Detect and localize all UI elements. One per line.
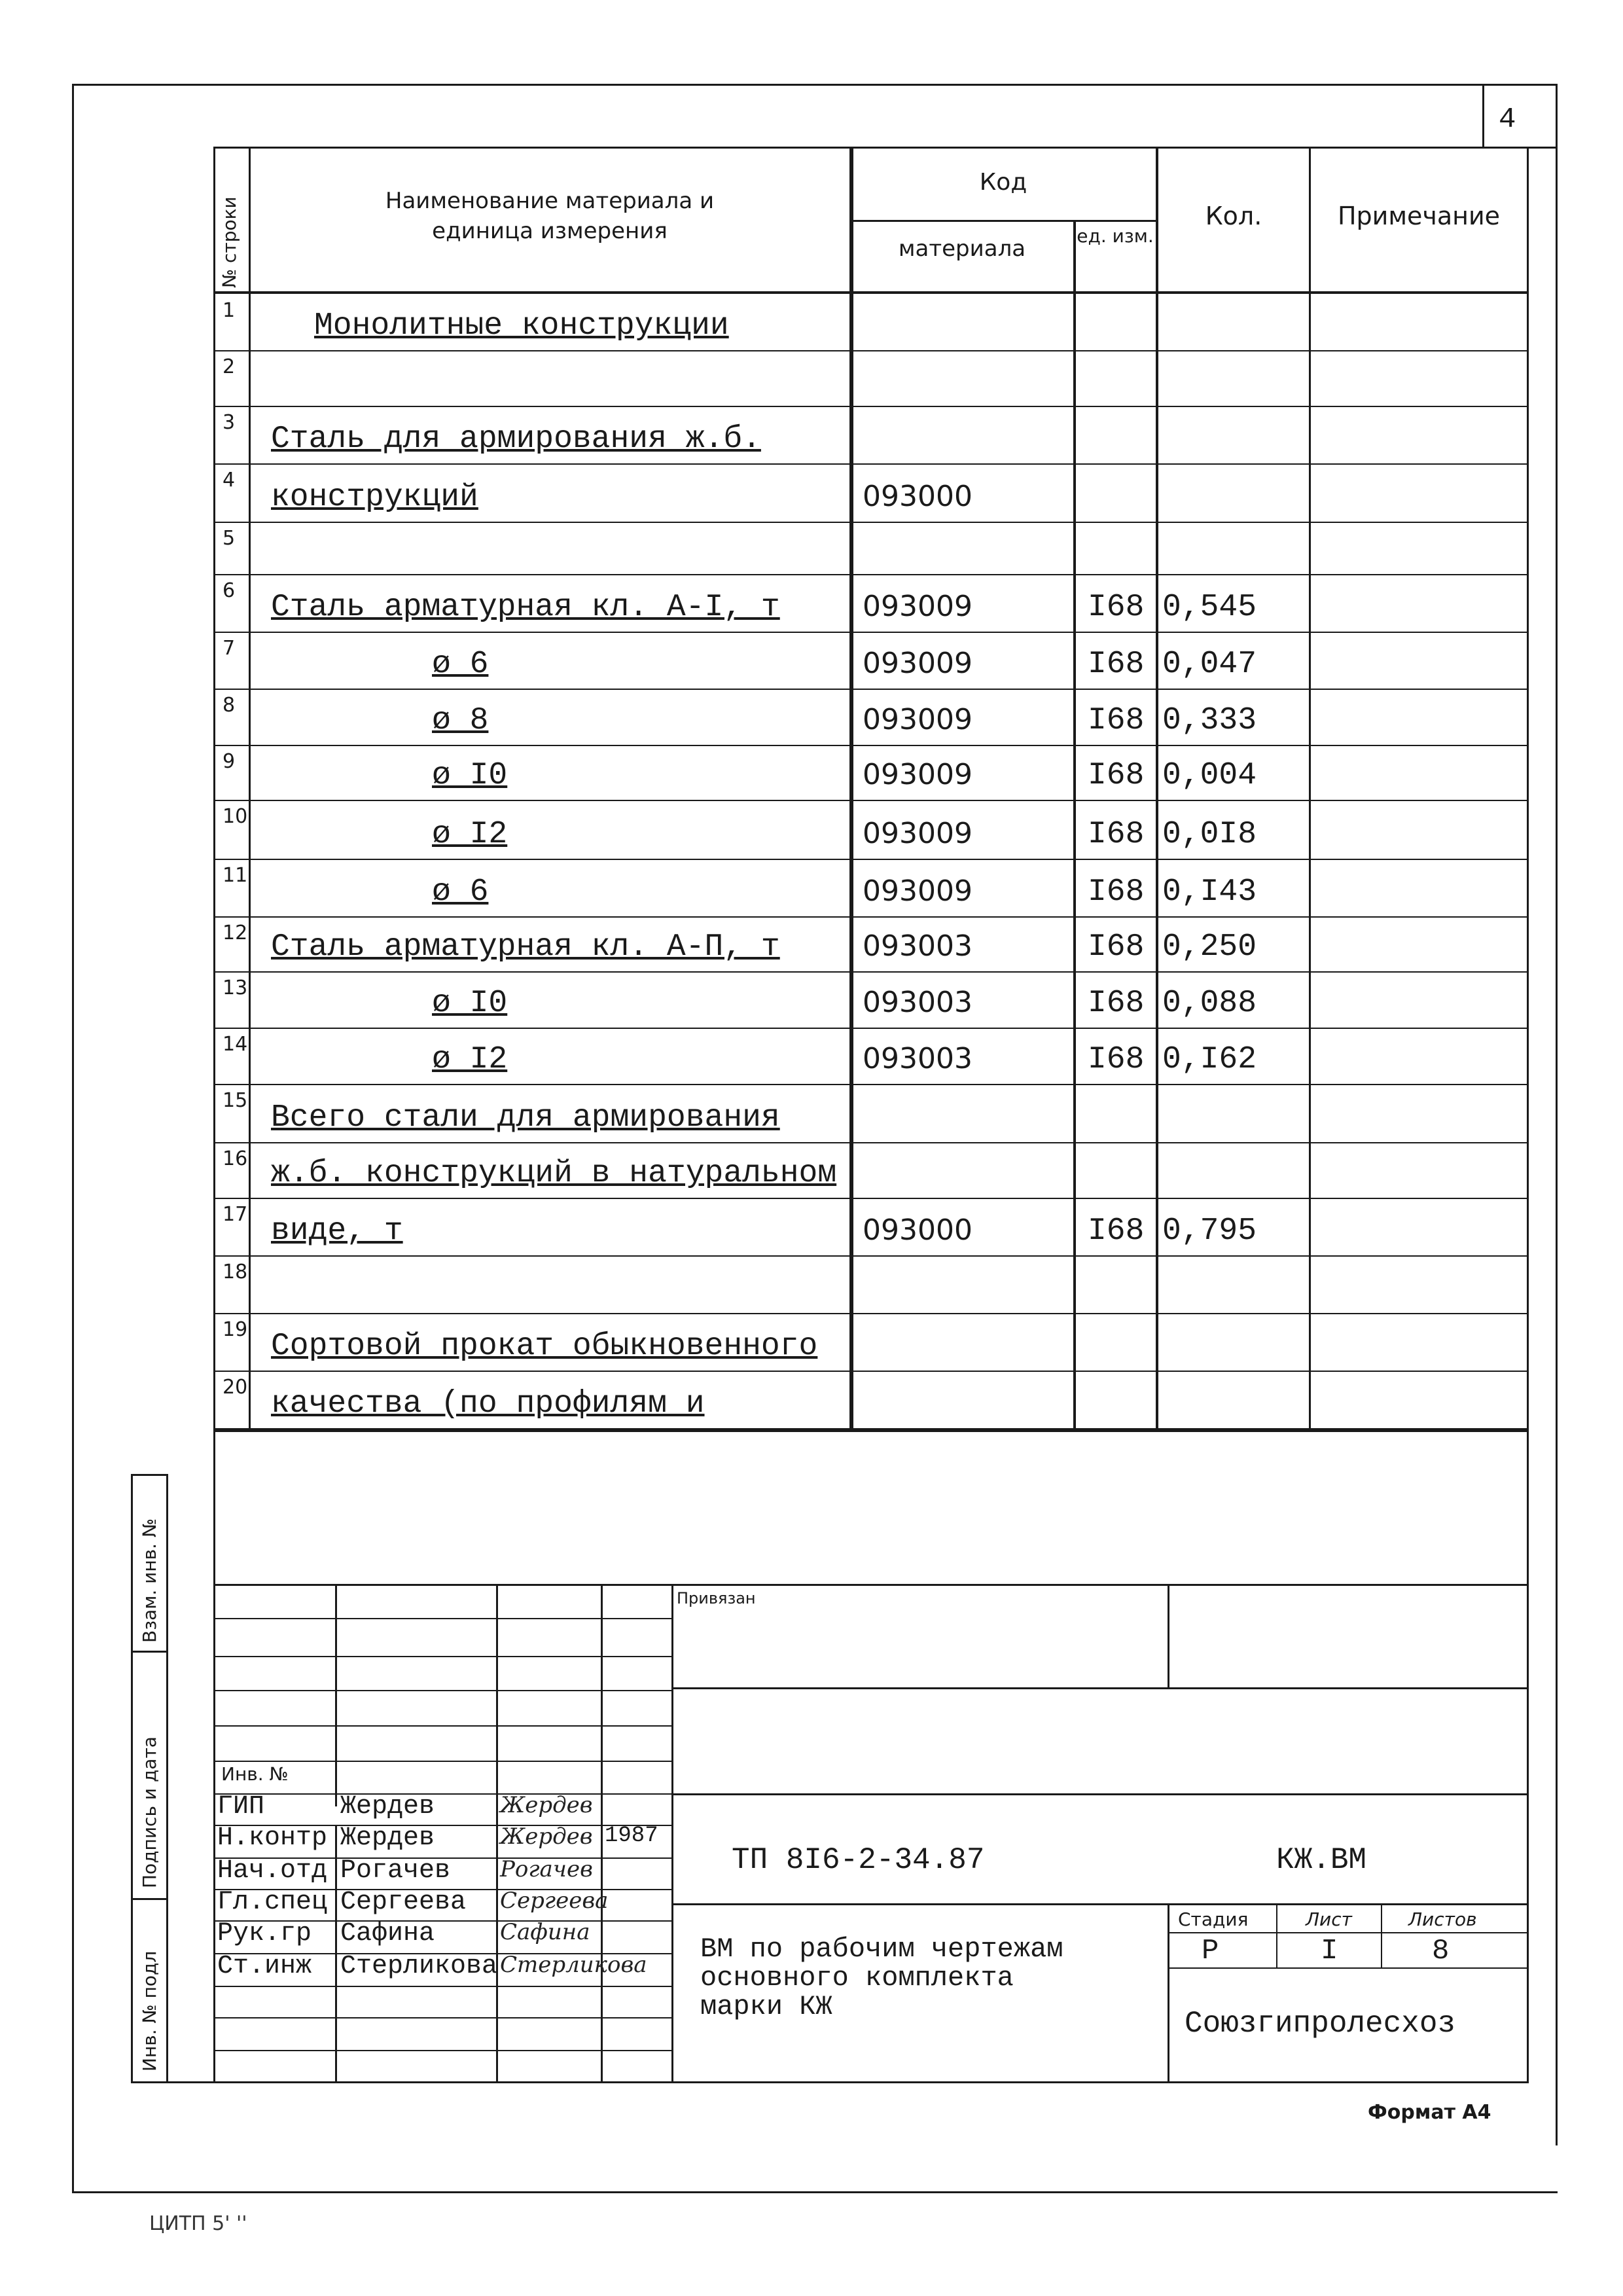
signer-signature: Стерликова [500, 1952, 647, 1978]
row-number: 20 [223, 1376, 248, 1399]
row-separator [213, 1084, 1529, 1085]
row-separator [213, 1198, 1529, 1199]
sheets-value: 8 [1432, 1935, 1450, 1967]
row-unit-code: I68 [1088, 1042, 1145, 1077]
signer-role: Нач.отд [217, 1856, 328, 1886]
row-material-name: ø I2 [432, 1042, 508, 1077]
row-separator [213, 859, 1529, 860]
row-material-code: 093003 [863, 929, 972, 963]
header-code-unit: ед. изм. [1077, 225, 1154, 247]
row-quantity: 0,047 [1162, 647, 1257, 682]
row-material-code: 093003 [863, 1042, 972, 1075]
sheet-label: Лист [1306, 1909, 1352, 1930]
privyazan-label: Привязан [677, 1589, 756, 1607]
row-material-name: Монолитные конструкции [314, 308, 729, 344]
row-number: 14 [223, 1033, 248, 1056]
signer-name: Сафина [340, 1919, 435, 1948]
row-separator [213, 800, 1529, 801]
row-number: 16 [223, 1147, 248, 1170]
row-material-code: 093009 [863, 647, 972, 680]
signer-signature: Жердев [500, 1792, 593, 1818]
header-name: Наименование материала и единица измерения [385, 188, 715, 244]
inv-no-label: Инв. № [221, 1763, 289, 1785]
row-material-name: ø I2 [432, 817, 508, 852]
sheet-value: I [1321, 1935, 1338, 1967]
row-material-name: ø 6 [432, 647, 489, 682]
row-material-name: ж.б. конструкций в натуральном [271, 1156, 837, 1191]
signer-name: Стерликова [340, 1952, 498, 1981]
row-number: 10 [223, 805, 248, 828]
row-quantity: 0,I43 [1162, 874, 1257, 910]
row-number: 11 [223, 864, 248, 887]
header-note: Примечание [1337, 202, 1501, 230]
row-quantity: 0,I62 [1162, 1042, 1257, 1077]
row-separator [213, 350, 1529, 351]
row-material-name: Сталь арматурная кл. А-I, т [271, 590, 780, 625]
row-unit-code: I68 [1088, 647, 1145, 682]
row-material-name: качества (по профилям и [271, 1386, 705, 1422]
doc-title-line-3: марки КЖ [700, 1991, 832, 2022]
row-number: 18 [223, 1261, 248, 1283]
row-separator [213, 1371, 1529, 1372]
row-material-code: 093009 [863, 590, 972, 623]
row-material-code: 093009 [863, 758, 972, 791]
signer-signature: Сафина [500, 1919, 590, 1945]
row-number: 2 [223, 355, 236, 378]
signer-role: Ст.инж [217, 1952, 312, 1981]
signer-signature: Жердев [500, 1823, 593, 1850]
doc-code: ТП 8I6-2-34.87 [732, 1843, 985, 1877]
row-material-code: 093009 [863, 874, 972, 908]
row-number: 6 [223, 579, 236, 602]
row-separator [213, 1142, 1529, 1143]
row-separator [213, 745, 1529, 746]
doc-mark: КЖ.ВМ [1276, 1843, 1367, 1877]
row-number: 17 [223, 1203, 248, 1226]
row-material-name: ø I0 [432, 758, 508, 793]
row-separator [213, 463, 1529, 465]
format-label: Формат А4 [1368, 2101, 1491, 2124]
row-unit-code: I68 [1088, 1213, 1145, 1249]
header-row-no: № строки [219, 196, 240, 288]
row-material-name: конструкций [271, 480, 478, 515]
row-unit-code: I68 [1088, 817, 1145, 852]
organization-name: Союзгипролесхоз [1185, 2007, 1456, 2041]
row-quantity: 0,250 [1162, 929, 1257, 965]
row-number: 12 [223, 922, 248, 944]
doc-title-line-1: ВМ по рабочим чертежам [700, 1933, 1063, 1965]
label-vzam-inv: Взам. инв. № [139, 1518, 160, 1643]
signer-signature: Сергеева [500, 1888, 609, 1914]
label-inv-podl: Инв. № подл [139, 1950, 160, 2072]
footer-stamp: ЦИТП 5' '' [149, 2212, 247, 2235]
signer-name: Рогачев [340, 1856, 451, 1886]
signer-name: Жердев [340, 1823, 435, 1853]
row-material-name: Сталь арматурная кл. А-П, т [271, 929, 780, 965]
row-number: 5 [223, 527, 236, 550]
row-unit-code: I68 [1088, 590, 1145, 625]
row-unit-code: I68 [1088, 758, 1145, 793]
row-material-name: Сортовой прокат обыкновенного [271, 1329, 818, 1364]
row-material-code: 093000 [863, 1213, 972, 1247]
row-material-name: Сталь для армирования ж.б. [271, 422, 761, 457]
row-separator [213, 574, 1529, 575]
header-code: Код [979, 169, 1027, 196]
row-number: 3 [223, 411, 236, 434]
row-unit-code: I68 [1088, 874, 1145, 910]
row-material-code: 093009 [863, 703, 972, 736]
row-quantity: 0,088 [1162, 986, 1257, 1021]
row-number: 7 [223, 637, 236, 660]
doc-title-line-2: основного комплекта [700, 1962, 1014, 1994]
row-separator [213, 689, 1529, 690]
row-number: 9 [223, 750, 236, 773]
row-number: 15 [223, 1089, 248, 1112]
label-podpis-data: Подпись и дата [139, 1736, 160, 1888]
row-material-name: Всего стали для армирования [271, 1100, 780, 1136]
row-separator [213, 916, 1529, 918]
row-quantity: 0,333 [1162, 703, 1257, 738]
row-material-name: виде, т [271, 1213, 403, 1249]
row-quantity: 0,0I8 [1162, 817, 1257, 852]
row-separator [213, 522, 1529, 523]
stage-value: Р [1202, 1935, 1219, 1967]
row-material-code: 093003 [863, 986, 972, 1019]
row-material-name: ø 6 [432, 874, 489, 910]
row-number: 1 [223, 299, 236, 322]
row-quantity: 0,004 [1162, 758, 1257, 793]
signer-role: Н.контр [217, 1823, 328, 1853]
sheets-label: Листов [1408, 1909, 1477, 1930]
row-separator [213, 971, 1529, 973]
row-quantity: 0,795 [1162, 1213, 1257, 1249]
sheet-number: 4 [1499, 103, 1516, 136]
row-separator [213, 406, 1529, 407]
row-separator [213, 1028, 1529, 1029]
signer-role: ГИП [217, 1792, 265, 1821]
signer-signature: Рогачев [500, 1856, 593, 1882]
signer-role: Рук.гр [217, 1919, 312, 1948]
row-number: 13 [223, 977, 248, 999]
row-separator [213, 1313, 1529, 1314]
row-number: 8 [223, 694, 236, 717]
row-material-name: ø I0 [432, 986, 508, 1021]
row-unit-code: I68 [1088, 986, 1145, 1021]
signer-name: Сергеева [340, 1888, 467, 1917]
row-separator [213, 1255, 1529, 1257]
header-code-material: материала [898, 236, 1026, 262]
signer-date: 1987 [605, 1823, 658, 1848]
row-number: 19 [223, 1318, 248, 1341]
header-qty: Кол. [1205, 202, 1262, 230]
row-quantity: 0,545 [1162, 590, 1257, 625]
row-material-code: 093009 [863, 817, 972, 850]
row-unit-code: I68 [1088, 929, 1145, 965]
row-number: 4 [223, 469, 236, 492]
row-unit-code: I68 [1088, 703, 1145, 738]
row-material-name: ø 8 [432, 703, 489, 738]
row-material-code: 093000 [863, 480, 972, 513]
stage-label: Стадия [1178, 1909, 1249, 1930]
signer-role: Гл.спец [217, 1888, 328, 1917]
signer-name: Жердев [340, 1792, 435, 1821]
row-separator [213, 632, 1529, 633]
